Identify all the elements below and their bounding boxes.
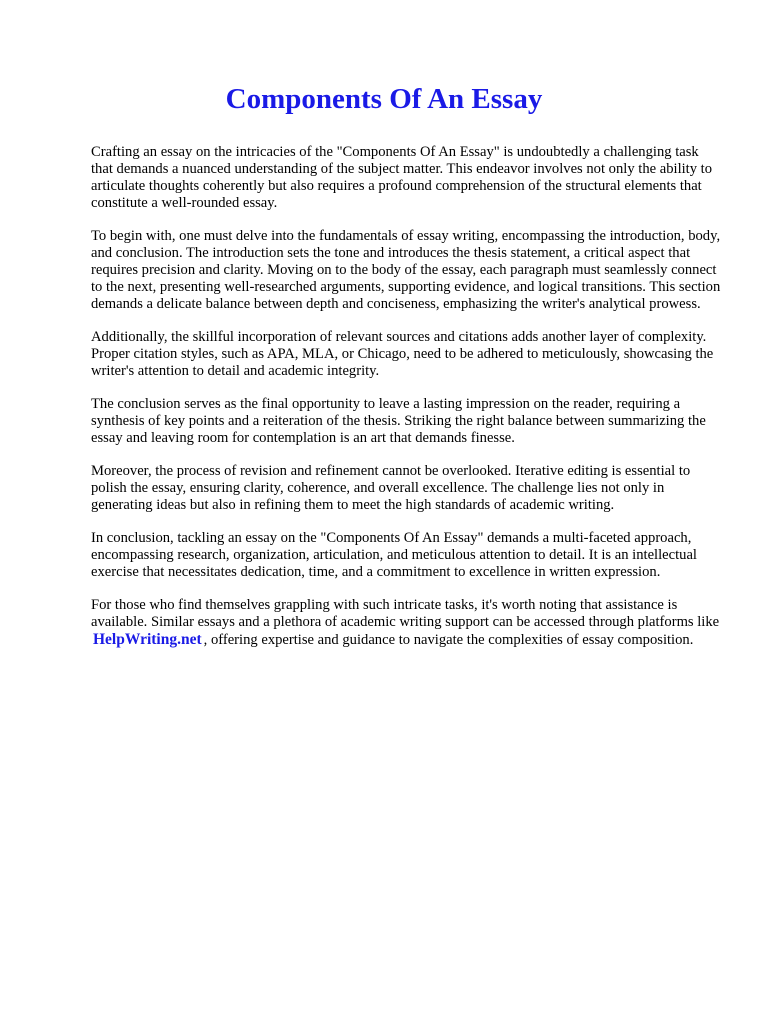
paragraph-7-text-after-link: , offering expertise and guidance to navigate the complexities of essay composition. xyxy=(203,632,694,648)
paragraph-2: To begin with, one must delve into the fundamentals of essay writing, encompassing the introduction, body, and conclusion. The introduction sets the tone and introduces the thesis statement, a critical aspect that requires precision and clarity. Moving on to the body of the essay, each paragraph must seamlessly connect to the next, presenting well-researched arguments, supporting evidence, and logical transitions. This section demands a delicate balance between depth and conciseness, emphasizing the writer's analytical prowess. xyxy=(91,228,721,312)
document-title: Components Of An Essay xyxy=(225,83,543,115)
paragraph-4: The conclusion serves as the final opportunity to leave a lasting impression on the reader, requiring a synthesis of key points and a reiteration of the thesis. Striking the right balance between summarizing the essay and leaving room for contemplation is an art that demands finesse. xyxy=(91,396,706,446)
paragraph-3: Additionally, the skillful incorporation of relevant sources and citations adds another layer of complexity. Proper citation styles, such as APA, MLA, or Chicago, need to be adhered to meticulously, showcasing the writer's attention to detail and academic integrity. xyxy=(91,329,714,379)
document-body xyxy=(91,144,721,649)
paragraph-5: Moreover, the process of revision and refinement cannot be overlooked. Iterative editing is essential to polish the essay, ensuring clarity, coherence, and overall excellence. The challenge lies not only in generating ideas but also in refining them to meet the high standards of academic writing. xyxy=(91,463,691,513)
helpwriting-link[interactable]: HelpWriting.net xyxy=(93,631,202,648)
paragraph-7-text-before-link: For those who find themselves grappling with such intricate tasks, it's worth noting that assistance is available. Similar essays and a plethora of academic writing support can be accessed through platforms like xyxy=(91,597,720,630)
paragraph-7 xyxy=(91,597,721,649)
paragraph-6: In conclusion, tackling an essay on the "Components Of An Essay" demands a multi-faceted approach, encompassing research, organization, articulation, and meticulous attention to detail. It is an intellectual exercise that necessitates dedication, time, and a commitment to excellence in written expression. xyxy=(91,530,697,580)
paragraph-1: Crafting an essay on the intricacies of the "Components Of An Essay" is undoubtedly a challenging task that demands a nuanced understanding of the subject matter. This endeavor involves not only the ability to articulate thoughts coherently but also requires a profound comprehension of the structural elements that constitute a well-rounded essay. xyxy=(91,144,713,211)
